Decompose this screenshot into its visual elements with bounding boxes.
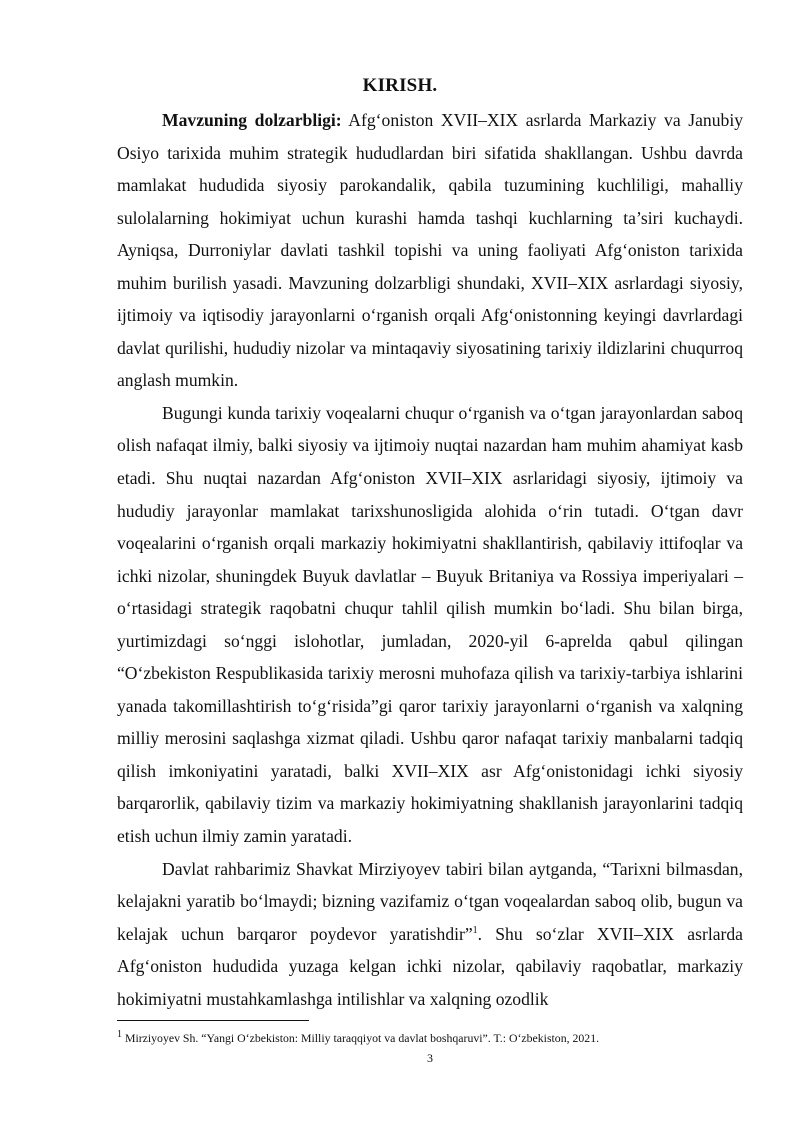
paragraph-text: . Shu so‘zlar XVII–XIX asrlarda Afg‘oniston hududida yuzaga kelgan ichki nizolar, qabilaviy raqobatlar, markaziy hokimiyatni mustahkamlashga intilishlar va xalqning ozodlik	[117, 923, 743, 1009]
footnote-text: Mirziyoyev Sh. “Yangi O‘zbekiston: Milliy taraqqiyot va davlat boshqaruvi”. T.: O‘zbekiston, 2021.	[122, 1031, 600, 1045]
footnote-divider	[117, 1020, 309, 1021]
paragraph-text: Bugungi kunda tarixiy voqealarni chuqur o‘rganish va o‘tgan jarayonlardan saboq olish nafaqat ilmiy, balki siyosiy va ijtimoiy nuqtai nazardan ham muhim ahamiyat kasb etadi. Shu nuqtai nazardan Afg‘oniston XVII–XIX asrlaridagi siyosiy, ijtimoiy va hududiy jarayonlar mamlakat tarixshunosligida alohida o‘rin tutadi. O‘tgan davr voqealarini o‘rganish orqali markaziy hokimiyatni shakllantirish, qabilaviy ittifoqlar va ichki nizolar, shuningdek Buyuk davlatlar – Buyuk Britaniya va Rossiya imperiyalari – o‘rtasidagi strategik raqobatni chuqur tahlil qilish mumkin bo‘ladi. Shu bilan birga, yurtimizdagi so‘nggi islohotlar, jumladan, 2020-yil 6-aprelda qabul qilingan “O‘zbekiston Respublikasida tarixiy merosni muhofaza qilish va tarixiy-tarbiya ishlarini yanada takomillashtirish to‘g‘risida”gi qaror tarixiy jarayonlarni o‘rganish va xalqning milliy merosini saqlashga xizmat qiladi. Ushbu qaror nafaqat tarixiy manbalarni tadqiq qilish imkoniyatini yaratadi, balki XVII–XIX asr Afg‘onistonidagi ichki siyosiy barqarorlik, qabilaviy tizim va markaziy hokimiyatning shakllanish jarayonlarini tadqiq etish uchun ilmiy zamin yaratadi.	[117, 402, 743, 847]
paragraph-relevance	[117, 104, 743, 397]
footnote	[117, 1030, 743, 1046]
footnote-number: 1	[117, 1029, 122, 1041]
section-title: KIRISH.	[362, 75, 438, 96]
paragraph-text: Afg‘oniston XVII–XIX asrlarda Markaziy va Janubiy Osiyo tarixida muhim strategik hududlardan biri sifatida shakllangan. Ushbu davrda mamlakat hududida siyosiy parokandalik, qabila tuzumining kuchliligi, mahalliy sulolalarning hokimiyat uchun kurashi hamda tashqi kuchlarning ta’siri kuchaydi. Ayniqsa, Durroniylar davlati tashkil topishi va uning faoliyati Afg‘oniston tarixida muhim burilish yasadi. Mavzuning dolzarbligi shundaki, XVII–XIX asrlardagi siyosiy, ijtimoiy va iqtisodiy jarayonlarni o‘rganish orqali Afg‘onistonning keyingi davrlardagi davlat qurilishi, hududiy nizolar va mintaqaviy siyosatining tarixiy ildizlarini chuqurroq anglash mumkin.	[117, 110, 743, 391]
paragraph-text: Davlat rahbarimiz Shavkat Mirziyoyev tabiri bilan aytganda, “Tarixni bilmasdan, kelajakni yaratib bo‘lmaydi; bizning vazifamiz o‘tgan voqealardan saboq olib, bugun va kelajak uchun barqaror poydevor yaratishdir”	[117, 858, 743, 944]
paragraph-quote	[117, 853, 743, 1016]
body-text	[117, 104, 743, 1015]
footnote-reference[interactable]: 1	[472, 924, 478, 936]
paragraph-lead: Mavzuning dolzarbligi:	[162, 110, 342, 130]
page-number: 3	[427, 1051, 433, 1065]
paragraph-context	[117, 397, 743, 853]
